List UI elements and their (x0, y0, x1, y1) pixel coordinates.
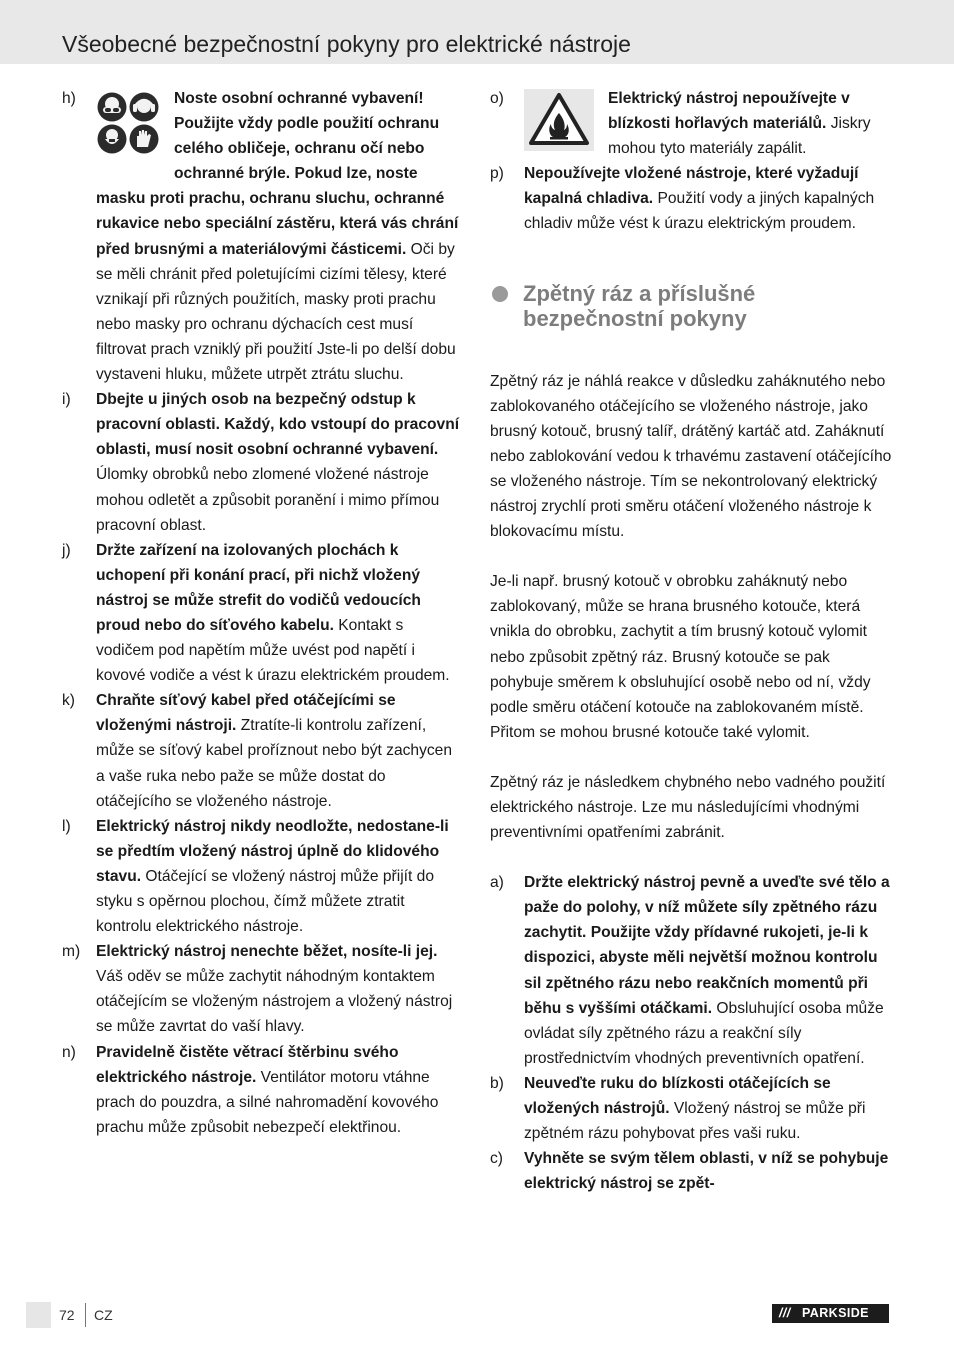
item-letter: h) (62, 90, 76, 107)
item-letter: c) (490, 1150, 503, 1168)
item-p-text: Použití vody a jiných kapalných chladiv může vést k úrazu elektrickým proudem. (524, 190, 875, 233)
item-o-bold: Elektrický nástroj nepoužívejte v blízkosti hořlavých materiálů. (608, 90, 850, 133)
parkside-logo (772, 1304, 889, 1323)
section-title: Zpětný ráz a příslušné bezpečnostní pokyny (523, 280, 756, 331)
item-i-bold: Dbejte u jiných osob na bezpečný odstup k pracovní oblasti. Každý, kdo vstoupí do pracovní oblasti, musí nosit osobní ochranné vybavení. (96, 391, 460, 459)
page-title: Všeobecné bezpečnostní pokyny pro elektrické nástroje (62, 31, 631, 57)
item-j-text: Kontakt s vodičem pod napětím může uvést pod napětí i kovové vodiče a vést k úrazu elektrickém proudem. (96, 616, 450, 685)
item-letter: j) (62, 541, 71, 559)
item-letter: p) (490, 165, 504, 183)
safety-item-n (62, 1040, 464, 1140)
item-m-text: Váš oděv se může zachytit náhodným kontaktem otáčejícím se vloženým nástrojem a vložený nástroj se může zavrtat do vaší hlavy. (96, 968, 453, 1036)
safety-item-p (490, 161, 892, 236)
item-l-text: Otáčející se vložený nástroj může přijít do styku s opěrnou plochou, čímž můžete ztratit kontrolu elektrického nástroje. (96, 867, 435, 936)
item-l-bold: Elektrický nástroj nikdy neodložte, nedostane-li se předtím vložený nástroj úplně do klidového stavu. (96, 817, 449, 885)
flammable-warning-icon (524, 89, 594, 159)
item-b-bold: Neuveďte ruku do blízkosti otáčejících se vložených nástrojů. (524, 1074, 831, 1117)
item-o-text: Jiskry mohou tyto materiály zapálit. (608, 115, 871, 158)
paragraph-kickback-definition: Zpětný ráz je náhlá reakce v důsledku zaháknutého nebo zablokovaného otáčejícího se vloženého nástroje, jako brusný kotouč, brusný talíř, drátěný kartáč atd. Zaháknutí nebo zablokování vedou k trhavému zastavení otáčejícího se vloženého nástroje. Tím se nekontrolovaný elektrický nástroj zrychlí proti směru otáčení vloženého nástroje k blokovacímu místu. (490, 372, 892, 541)
safety-item-c (490, 1146, 892, 1196)
safety-item-j (62, 538, 464, 689)
item-k-bold: Chraňte síťový kabel před otáčejícími se vloženými nástroji. (96, 692, 396, 735)
safety-item-h (62, 86, 464, 387)
item-letter: o) (490, 90, 504, 107)
item-m-bold: Elektrický nástroj nenechte běžet, nosíte-li jej. (96, 943, 438, 961)
item-letter: k) (62, 692, 75, 710)
paragraph-kickback-prevention: Zpětný ráz je následkem chybného nebo vadného použití elektrického nástroje. Lze mu následujícími vhodnými preventivními opatřeními zabránit. (490, 773, 886, 842)
safety-item-i (62, 387, 464, 538)
item-a-bold: Držte elektrický nástroj pevně a uveďte své tělo a paže do polohy, v níž můžete síly zpětného rázu zachytit. Použijte vždy přídavné rukojeti, je-li k dispozici, abyste měli největší možnou kontrolu sil zpětného rázu nebo reakčních momentů při běhu s vyššími otáčkami. (524, 874, 890, 1017)
right-column (490, 86, 892, 1196)
protective-gloves-icon (130, 125, 159, 154)
item-h-bold: Noste osobní ochranné vybavení! Použijte vždy podle použití ochranu celého obličeje, ochranu očí nebo ochranné brýle. Pokud lze, noste masku proti prachu, ochranu sluchu, ochranné rukavice nebo speciální zástěru, která vás chrání před brusnými a materiálovými částicemi. (96, 90, 459, 258)
safety-goggles-icon (98, 93, 127, 122)
safety-item-m (62, 939, 464, 1039)
item-k-text: Ztratíte-li kontrolu zařízení, může se síťový kabel proříznout nebo být zachycen a vaše ruka nebo paže se může dostat do otáčejícího se vloženého nástroje. (96, 717, 453, 810)
safety-item-o (490, 86, 892, 161)
paragraph-kickback-example: Je-li např. brusný kotouč v obrobku zaháknutý nebo zablokovaný, může se hrana brusného kotouče, která vnikla do obrobku, zachytit a tím brusný kotouč vylomit nebo způsobit zpětný ráz. Brusný kotouče se pak pohybuje směrem k obsluhující osobě nebo od ní, vždy podle směru otáčení kotouče na zablokovaném místě. Přitom se mohou brusné kotouče také vylomit. (490, 573, 871, 741)
item-p-bold: Nepoužívejte vložené nástroje, které vyžadují kapalná chladiva. (524, 165, 859, 208)
safety-item-k (62, 688, 464, 813)
item-n-bold: Pravidelně čistěte větrací štěrbinu svého elektrického nástroje. (96, 1043, 399, 1086)
item-j-bold: Držte zařízení na izolovaných plochách k uchopení při konání prací, při nichž vložený nástroj se může strefit do vodičů vedoucích proud nebo do síťového kabelu. (96, 541, 421, 634)
item-letter: m) (62, 943, 81, 961)
bullet-icon (492, 286, 508, 302)
item-letter: n) (62, 1043, 76, 1061)
item-h-text: Oči by se měli chránit před poletujícími cizími tělesy, které vznikají při různých použitích, masky proti prachu nebo masky pro ochranu dýchacích cest musí filtrovat prach vzniklý při použití Jste-li po delší dobu vystaveni hluku, můžete utrpět ztrátu sluchu. (96, 240, 456, 384)
ppe-icons (96, 91, 160, 163)
footer-divider (85, 1303, 86, 1327)
section-heading (490, 281, 892, 331)
safety-item-b (490, 1071, 892, 1146)
item-letter: a) (490, 874, 504, 892)
left-column (62, 86, 464, 1140)
footer-marker (26, 1302, 51, 1328)
logo-stripes: /// (779, 1306, 791, 1320)
item-a-text: Obsluhující osoba může ovládat síly zpětného rázu a reakční síly prostřednictvím vhodných preventivních opatření. (524, 999, 884, 1067)
ear-protection-icon (130, 93, 159, 122)
safety-item-l (62, 814, 464, 939)
brand-name: PARKSIDE (802, 1306, 869, 1320)
item-letter: b) (490, 1074, 504, 1092)
item-letter: l) (62, 817, 71, 835)
page-number: 72 (59, 1307, 75, 1323)
item-c-bold: Vyhněte se svým tělem oblasti, v níž se pohybuje elektrický nástroj se zpět- (524, 1150, 889, 1193)
dust-mask-icon (98, 125, 127, 154)
page-header (0, 0, 954, 64)
language-code: CZ (94, 1307, 113, 1323)
item-n-text: Ventilátor motoru vtáhne prach do pouzdra, a silné nahromadění kovového prachu může způsobit nebezpečí elektřinou. (96, 1068, 439, 1136)
safety-item-a (490, 870, 892, 1071)
item-b-text: Vložený nástroj se může při zpětném rázu pohybovat přes vaši ruku. (524, 1100, 866, 1143)
item-i-text: Úlomky obrobků nebo zlomené vložené nástroje mohou odletět a způsobit poranění i mimo přímou pracovní oblast. (96, 466, 440, 534)
item-letter: i) (62, 391, 71, 409)
